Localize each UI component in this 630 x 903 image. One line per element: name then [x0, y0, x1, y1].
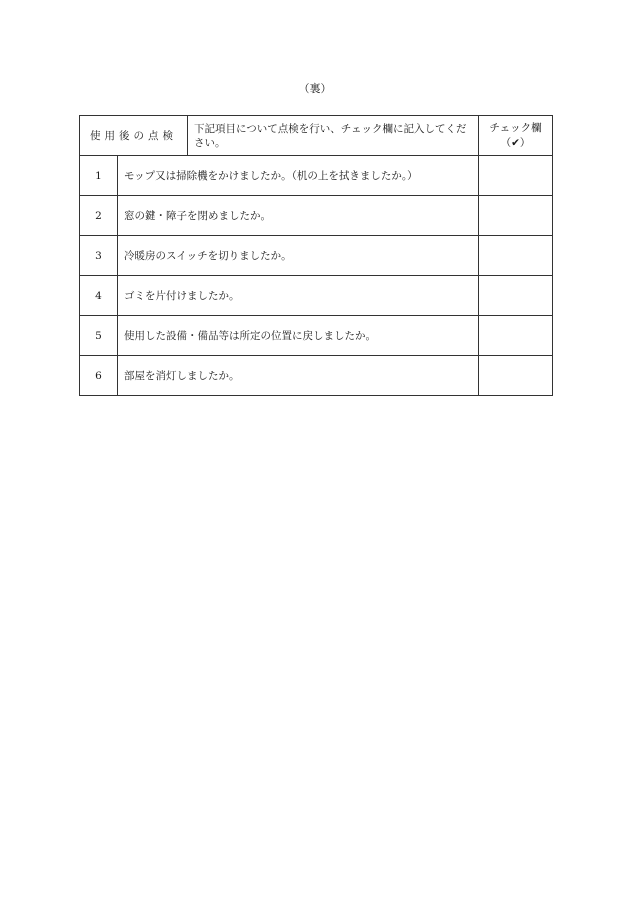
table-row	[80, 316, 553, 356]
check-cell[interactable]	[479, 316, 553, 356]
check-cell[interactable]	[479, 196, 553, 236]
check-open-paren: （	[500, 136, 512, 149]
check-column-header	[479, 116, 553, 156]
item-text: ゴミを片付けましたか。	[118, 276, 479, 316]
table-row	[80, 156, 553, 196]
check-cell[interactable]	[479, 276, 553, 316]
item-number: 3	[80, 236, 118, 276]
item-text: 使用した設備・備品等は所定の位置に戻しましたか。	[118, 316, 479, 356]
table-header-row	[80, 116, 553, 156]
item-text: 部屋を消灯しましたか。	[118, 356, 479, 396]
table-row	[80, 356, 553, 396]
table-row	[80, 236, 553, 276]
section-label: 使用後の点検	[80, 116, 188, 156]
check-cell[interactable]	[479, 236, 553, 276]
checklist-table	[79, 115, 553, 396]
item-number: 5	[80, 316, 118, 356]
item-number: 6	[80, 356, 118, 396]
item-text: モップ又は掃除機をかけましたか。（机の上を拭きましたか。）	[118, 156, 479, 196]
check-cell[interactable]	[479, 356, 553, 396]
table-row	[80, 196, 553, 236]
item-number: 2	[80, 196, 118, 236]
check-column-label: チェック欄	[489, 121, 542, 134]
check-mark-hint	[479, 136, 552, 151]
page-title: （裏）	[298, 82, 332, 95]
check-close-paren: ）	[519, 136, 531, 149]
check-cell[interactable]	[479, 156, 553, 196]
table-row	[80, 276, 553, 316]
instruction-text: 下記項目について点検を行い、チェック欄に記入してください。	[188, 116, 479, 156]
item-text: 冷暖房のスイッチを切りましたか。	[118, 236, 479, 276]
item-text: 窓の鍵・障子を閉めましたか。	[118, 196, 479, 236]
item-number: 4	[80, 276, 118, 316]
item-number: 1	[80, 156, 118, 196]
check-mark-icon: ✔	[511, 136, 520, 149]
